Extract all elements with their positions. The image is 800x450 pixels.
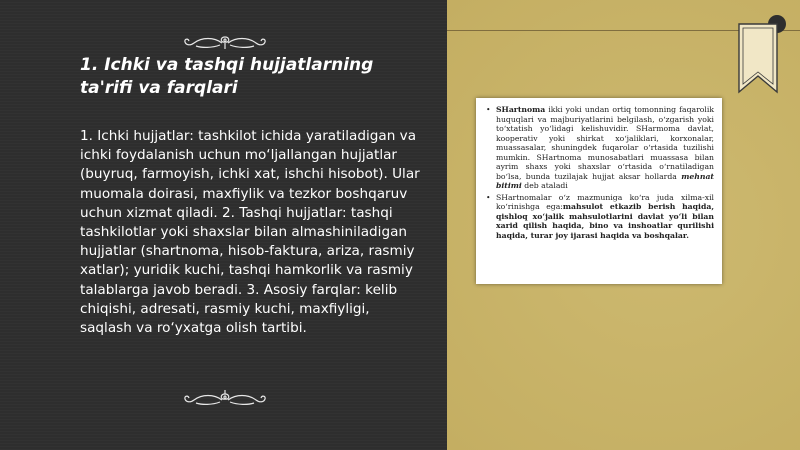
- scroll-flourish-ornament-icon: [180, 33, 270, 53]
- slide-title: 1. Ichki va tashqi hujjatlarning ta'rifi va farqlari: [80, 55, 374, 98]
- document-text-end: deb ataladi: [521, 181, 568, 190]
- document-term: SHartnoma: [496, 105, 546, 114]
- document-text: ikki yoki undan ortiq tomonning faqarolik huquqlari va majburiyatlarini belgilash, o‘zgarish yoki to‘xtatish yo‘lidagi kelishuvidir. SHarmoma davlat, kooperativ yoki shirkat xo‘jaliklari, korxonalar, muassasalar, shuningdek fuqarolar o‘rtasida tuzilishi mumkin. SHartnoma munosabatlari muassasa bilan ayrim shaxs yoki shaxslar o‘rtasida o‘rnatiladigan bo‘lsa, bunda tuzilajak hujjat aksar hollarda: [496, 105, 714, 181]
- document-excerpt-card: [476, 98, 722, 284]
- bullet-icon: •: [486, 192, 491, 202]
- document-emphasis: mehnat bitimi: [496, 171, 714, 190]
- scroll-flourish-ornament-icon: [180, 390, 270, 410]
- document-item-1: [484, 105, 714, 191]
- document-bold-text: mahsulot etkazib berish haqida, qishloq xo‘jalik mahsulotlarini davlat yo‘li bilan xarid qilish haqida, bino va inshoatlar qurilishi haqida, turar joy ijarasi haqida va boshqalar.: [496, 202, 714, 240]
- document-text: SHartnomalar o‘z mazmuniga ko‘ra juda xilma-xil ko‘rinishga ega:: [496, 192, 714, 211]
- slide-body-text: 1. Ichki hujjatlar: tashkilot ichida yaratiladigan va ichki foydalanish uchun mo‘ljallangan hujjatlar (buyruq, farmoyish, ichki xat, ishchi hisobot). Ular muomala doirasi, maxfiylik va tezkor boshqaruv uchun xizmat qiladi. 2. Tashqi hujjatlar: tashqi tashkilotlar yoki shaxslar bilan almashiniladigan hujjatlar (shartnoma, hisob-faktura, ariza, rasmiy xatlar); yuridik kuchi, tashqi hamkorlik va rasmiy talablarga javob beradi. 3. Asosiy farqlar: kelib chiqishi, adresati, rasmiy kuchi, maxfiyligi, saqlash va ro‘yxatga olish tartibi.: [80, 128, 420, 337]
- bullet-icon: •: [486, 105, 491, 114]
- ribbon-bookmark-icon: [731, 14, 786, 94]
- document-item-2: [484, 193, 714, 241]
